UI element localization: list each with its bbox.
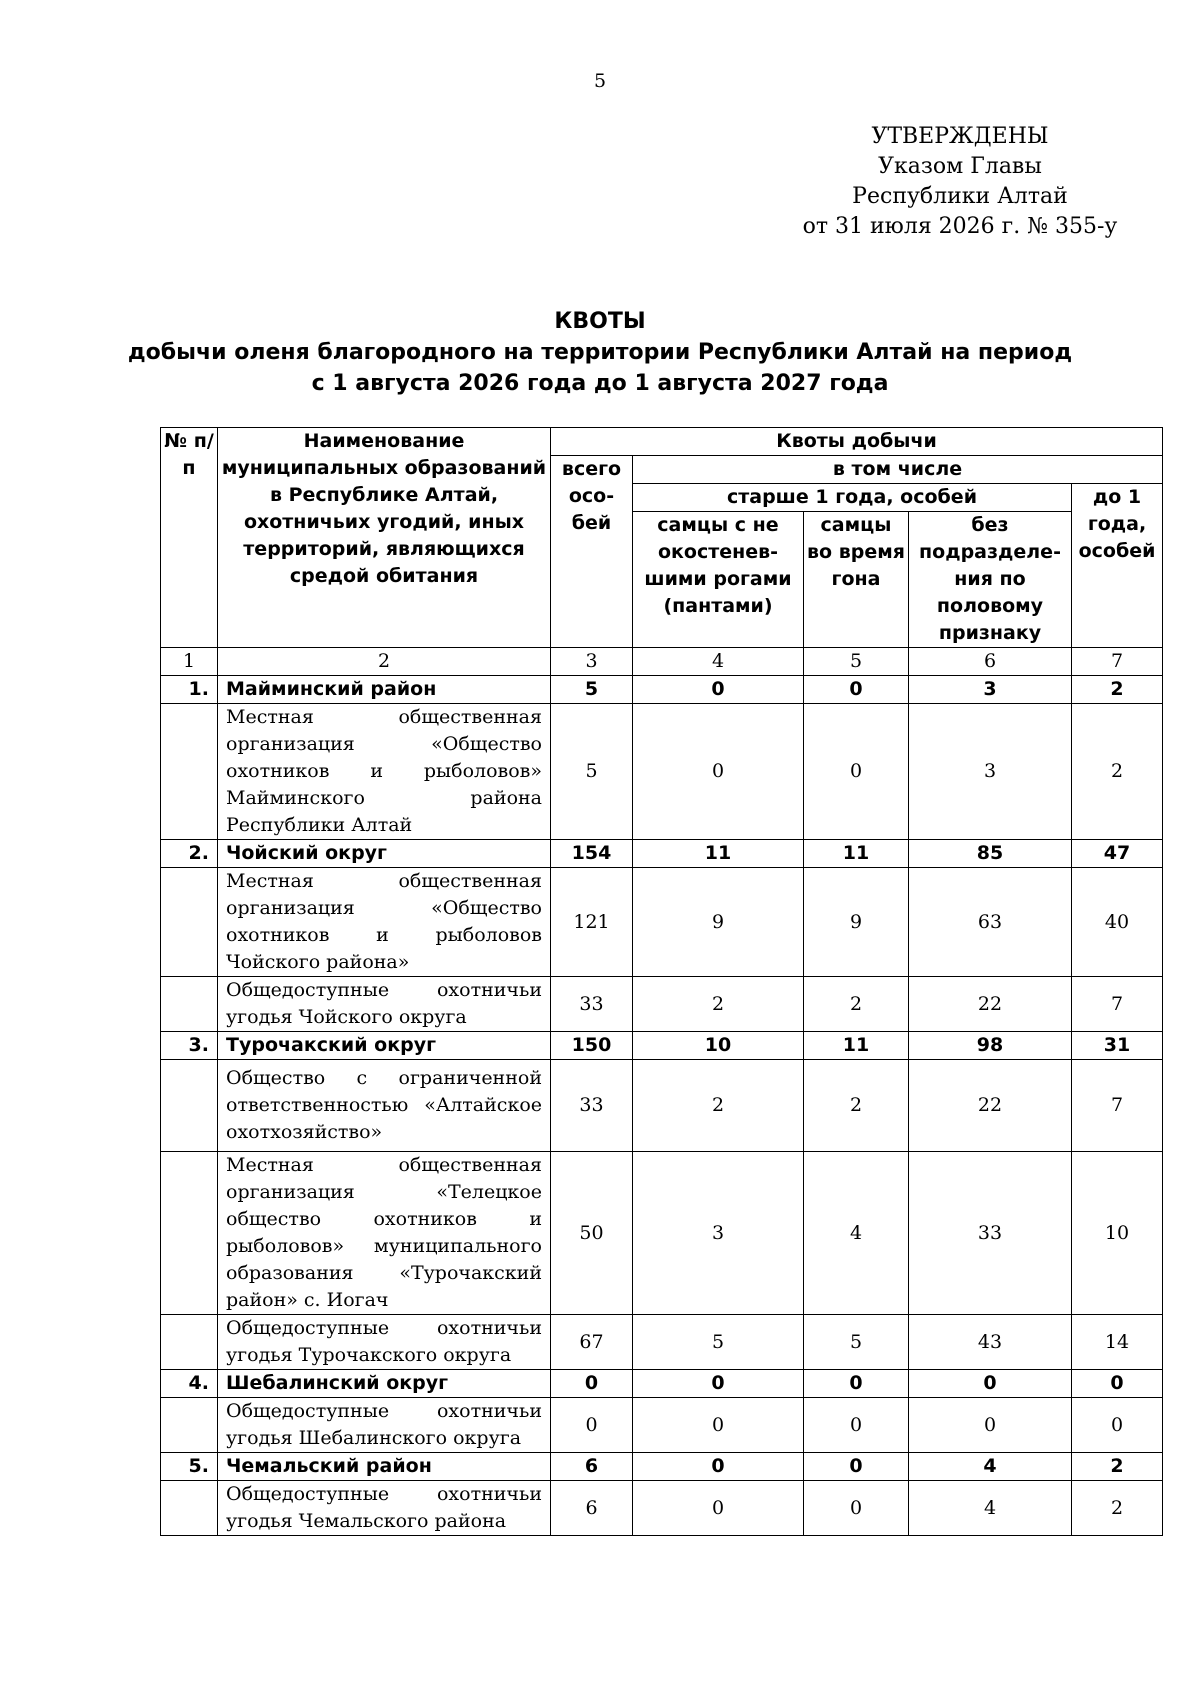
row-number: 3. (161, 1032, 218, 1060)
total-value: 6 (551, 1453, 633, 1481)
males-rut-value: 2 (804, 977, 909, 1032)
district-row (161, 676, 1163, 704)
approval-stamp (780, 122, 1140, 242)
total-value: 67 (551, 1315, 633, 1370)
under1-value: 7 (1072, 977, 1163, 1032)
under1-value: 10 (1072, 1152, 1163, 1315)
organization-name: Местная общественная организация «Общество охотников и рыболовов Чойского района» (218, 868, 551, 977)
males-rut-value: 2 (804, 1060, 909, 1152)
under1-value: 2 (1072, 704, 1163, 840)
total-value: 154 (551, 840, 633, 868)
organization-name: Общедоступные охотничьи угодья Чойского округа (218, 977, 551, 1032)
males-rut-value: 5 (804, 1315, 909, 1370)
under1-value: 7 (1072, 1060, 1163, 1152)
males-pantae-value: 2 (633, 1060, 804, 1152)
males-rut-value: 9 (804, 868, 909, 977)
district-row (161, 1032, 1163, 1060)
under1-value: 31 (1072, 1032, 1163, 1060)
header-total: всего осо- бей (551, 456, 633, 648)
title-line: КВОТЫ (554, 309, 646, 334)
quota-table (160, 427, 1163, 1536)
district-name: Чемальский район (218, 1453, 551, 1481)
under1-value: 2 (1072, 1481, 1163, 1536)
row-number: 4. (161, 1370, 218, 1398)
males-pantae-value: 0 (633, 1453, 804, 1481)
row-number (161, 868, 218, 977)
page-number: 5 (593, 70, 607, 92)
district-row (161, 840, 1163, 868)
males-pantae-value: 2 (633, 977, 804, 1032)
organization-name: Общедоступные охотничьи угодья Чемальского района (218, 1481, 551, 1536)
row-number (161, 1315, 218, 1370)
district-name: Турочакский округ (218, 1032, 551, 1060)
row-number: 5. (161, 1453, 218, 1481)
no-gender-value: 85 (909, 840, 1072, 868)
under1-value: 40 (1072, 868, 1163, 977)
column-number: 3 (551, 648, 633, 676)
no-gender-value: 4 (909, 1481, 1072, 1536)
organization-row (161, 1481, 1163, 1536)
males-pantae-value: 0 (633, 704, 804, 840)
under1-value: 0 (1072, 1370, 1163, 1398)
males-pantae-value: 0 (633, 1481, 804, 1536)
total-value: 150 (551, 1032, 633, 1060)
title-line: с 1 августа 2026 года до 1 августа 2027 года (311, 371, 889, 396)
under1-value: 14 (1072, 1315, 1163, 1370)
total-value: 0 (551, 1398, 633, 1453)
header-older: старше 1 года, особей (633, 484, 1072, 512)
column-number: 6 (909, 648, 1072, 676)
approval-line: УТВЕРЖДЕНЫ (871, 124, 1049, 149)
column-number: 7 (1072, 648, 1163, 676)
header-quota: Квоты добычи (551, 428, 1163, 456)
no-gender-value: 63 (909, 868, 1072, 977)
organization-row (161, 868, 1163, 977)
organization-name: Общество с ограниченной ответственностью «Алтайское охотхозяйство» (218, 1060, 551, 1152)
row-number (161, 1398, 218, 1453)
header-name: Наименование муниципальных образований в Республике Алтай, охотничьих угодий, иных территорий, являющихся средой обитания (218, 428, 551, 648)
under1-value: 2 (1072, 676, 1163, 704)
males-pantae-value: 10 (633, 1032, 804, 1060)
row-number (161, 1152, 218, 1315)
no-gender-value: 3 (909, 704, 1072, 840)
no-gender-value: 22 (909, 977, 1072, 1032)
column-numbers-row (161, 648, 1163, 676)
header-males-rut: самцы во время гона (804, 512, 909, 648)
males-pantae-value: 11 (633, 840, 804, 868)
row-number: 1. (161, 676, 218, 704)
males-rut-value: 0 (804, 704, 909, 840)
header-males-pantae: самцы с не окостенев- шими рогами (пантами) (633, 512, 804, 648)
row-number (161, 1060, 218, 1152)
males-pantae-value: 0 (633, 1370, 804, 1398)
row-number (161, 1481, 218, 1536)
males-rut-value: 0 (804, 1453, 909, 1481)
males-rut-value: 4 (804, 1152, 909, 1315)
district-name: Шебалинский округ (218, 1370, 551, 1398)
males-rut-value: 0 (804, 676, 909, 704)
document-title (0, 306, 1200, 399)
header-under1: до 1 года, особей (1072, 484, 1163, 648)
no-gender-value: 3 (909, 676, 1072, 704)
header-including: в том числе (633, 456, 1163, 484)
no-gender-value: 0 (909, 1398, 1072, 1453)
males-rut-value: 11 (804, 840, 909, 868)
district-row (161, 1453, 1163, 1481)
district-row (161, 1370, 1163, 1398)
organization-row (161, 704, 1163, 840)
males-rut-value: 0 (804, 1481, 909, 1536)
no-gender-value: 98 (909, 1032, 1072, 1060)
males-rut-value: 0 (804, 1370, 909, 1398)
under1-value: 0 (1072, 1398, 1163, 1453)
no-gender-value: 4 (909, 1453, 1072, 1481)
column-number: 4 (633, 648, 804, 676)
total-value: 0 (551, 1370, 633, 1398)
organization-name: Местная общественная организация «Телецкое общество охотников и рыболовов» муниципального образования «Турочакский район» с. Иогач (218, 1152, 551, 1315)
under1-value: 47 (1072, 840, 1163, 868)
total-value: 6 (551, 1481, 633, 1536)
under1-value: 2 (1072, 1453, 1163, 1481)
no-gender-value: 0 (909, 1370, 1072, 1398)
approval-line: Указом Главы (878, 154, 1042, 179)
row-number (161, 977, 218, 1032)
males-pantae-value: 9 (633, 868, 804, 977)
header-no-gender: без подразделе- ния по половому признаку (909, 512, 1072, 648)
males-pantae-value: 0 (633, 676, 804, 704)
total-value: 33 (551, 977, 633, 1032)
column-number: 1 (161, 648, 218, 676)
males-pantae-value: 5 (633, 1315, 804, 1370)
organization-row (161, 977, 1163, 1032)
organization-row (161, 1152, 1163, 1315)
title-line: добычи оленя благородного на территории Республики Алтай на период (127, 340, 1073, 365)
no-gender-value: 33 (909, 1152, 1072, 1315)
approval-line: Республики Алтай (852, 184, 1068, 209)
males-pantae-value: 0 (633, 1398, 804, 1453)
approval-line: от 31 июля 2026 г. № 355-у (802, 214, 1118, 239)
district-name: Майминский район (218, 676, 551, 704)
total-value: 5 (551, 676, 633, 704)
organization-name: Общедоступные охотничьи угодья Турочакского округа (218, 1315, 551, 1370)
organization-row (161, 1315, 1163, 1370)
no-gender-value: 43 (909, 1315, 1072, 1370)
column-number: 5 (804, 648, 909, 676)
district-name: Чойский округ (218, 840, 551, 868)
organization-name: Местная общественная организация «Общество охотников и рыболовов» Майминского района Республики Алтай (218, 704, 551, 840)
row-number (161, 704, 218, 840)
total-value: 5 (551, 704, 633, 840)
total-value: 50 (551, 1152, 633, 1315)
organization-row (161, 1398, 1163, 1453)
organization-row (161, 1060, 1163, 1152)
no-gender-value: 22 (909, 1060, 1072, 1152)
organization-name: Общедоступные охотничьи угодья Шебалинского округа (218, 1398, 551, 1453)
males-rut-value: 11 (804, 1032, 909, 1060)
column-number: 2 (218, 648, 551, 676)
total-value: 33 (551, 1060, 633, 1152)
total-value: 121 (551, 868, 633, 977)
header-num: № п/п (161, 428, 218, 648)
row-number: 2. (161, 840, 218, 868)
males-pantae-value: 3 (633, 1152, 804, 1315)
males-rut-value: 0 (804, 1398, 909, 1453)
